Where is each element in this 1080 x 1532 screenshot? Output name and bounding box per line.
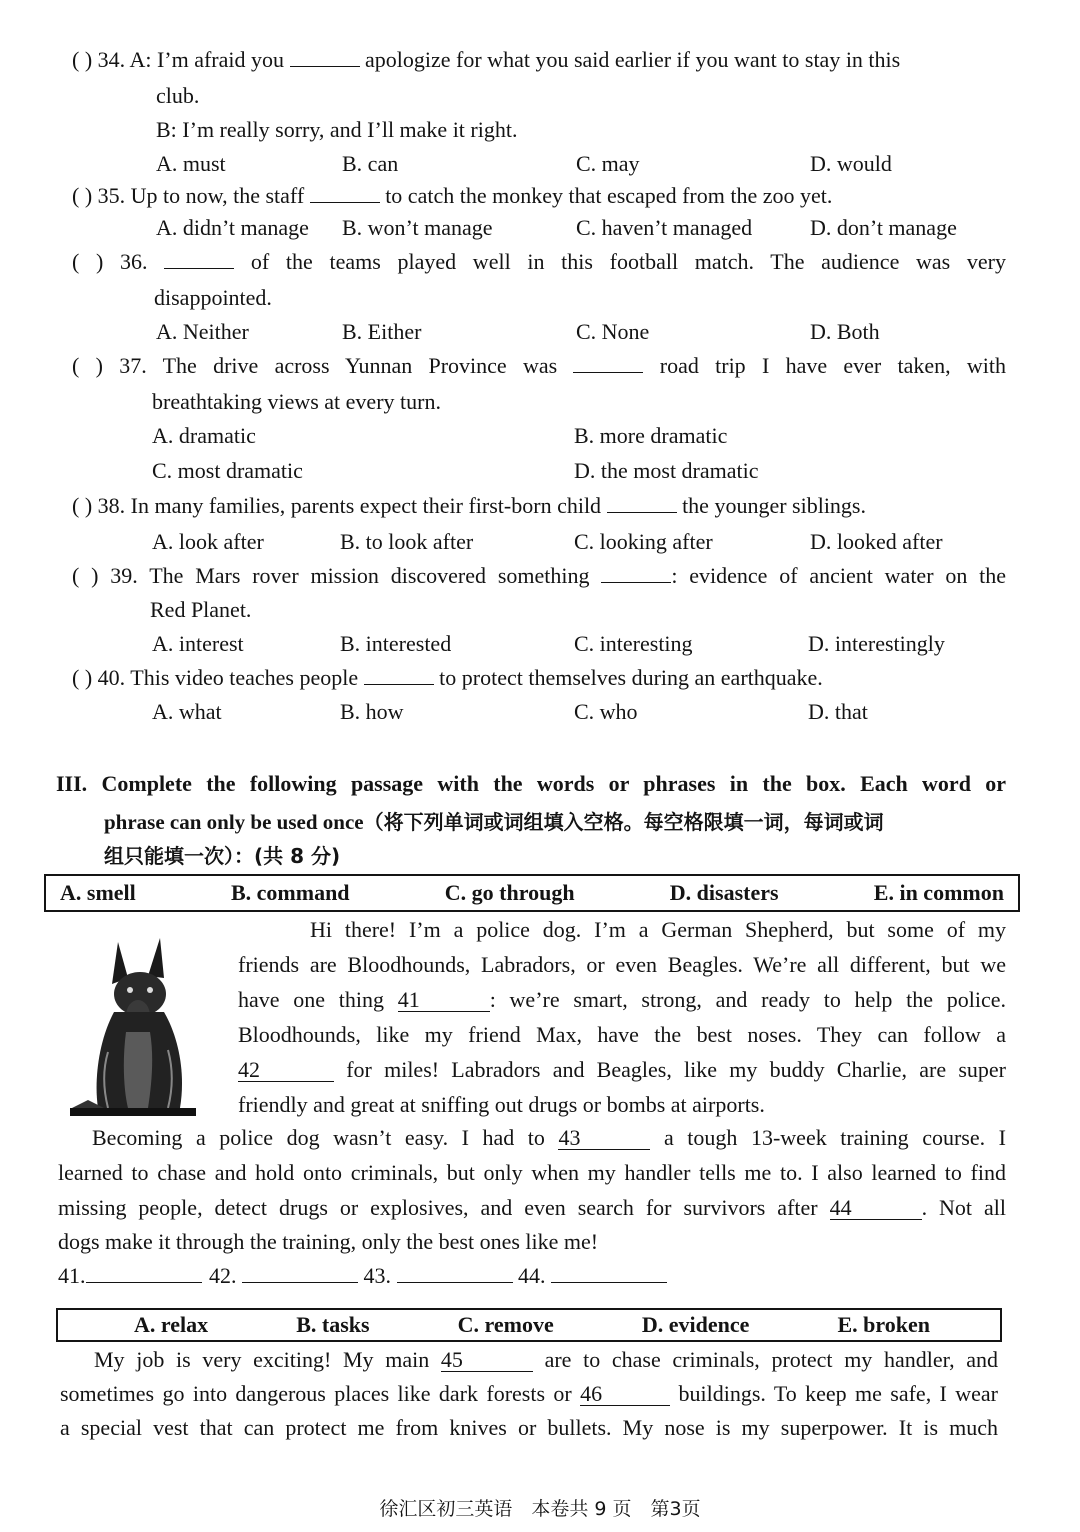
option-c[interactable]: C. most dramatic [152, 458, 303, 483]
passage-line: Hi there! I’m a police dog. I’m a German Shepherd, but some of my [310, 917, 1006, 942]
question-39 [72, 562, 1006, 590]
passage-text: Becoming a police dog wasn’t easy. I had to [92, 1125, 545, 1150]
question-34 [72, 46, 900, 74]
answer-blank[interactable] [607, 492, 677, 513]
option-c[interactable]: C. haven’t managed [576, 215, 753, 240]
option-d[interactable]: D. looked after [810, 529, 943, 554]
word-option: C. remove [457, 1312, 554, 1337]
option-a[interactable]: A. must [156, 151, 226, 176]
answer-label-43: 43. [363, 1263, 391, 1288]
answer-paren[interactable]: ( ) [72, 563, 99, 588]
option-b[interactable]: B. won’t manage [342, 215, 493, 240]
passage-line: friendly and great at sniffing out drugs or bombs at airports. [238, 1092, 765, 1117]
answer-line-41[interactable] [86, 1262, 202, 1283]
blank-46[interactable]: 46 [580, 1383, 670, 1406]
answer-line-43[interactable] [397, 1262, 513, 1283]
question-text: The drive across Yunnan Province was [162, 353, 558, 378]
option-b[interactable]: B. can [342, 151, 399, 176]
blank-43[interactable]: 43 [558, 1127, 650, 1150]
passage-text: are to chase criminals, protect my handler, and [544, 1347, 998, 1372]
word-option: D. disasters [669, 880, 779, 905]
question-text: to catch the monkey that escaped from the zoo yet. [385, 183, 833, 208]
section-heading-line3: 组只能填一次）：(共 8 分) [104, 844, 341, 868]
option-b[interactable]: B. more dramatic [574, 423, 728, 448]
question-35 [72, 182, 832, 210]
answer-paren[interactable]: ( ) [72, 47, 93, 72]
question-number: 35. [97, 183, 126, 208]
question-text: Up to now, the staff [130, 183, 305, 208]
question-number: 36. [120, 249, 148, 274]
option-d[interactable]: D. Both [810, 319, 880, 344]
answer-line-42[interactable] [242, 1262, 358, 1283]
passage-text: buildings. To keep me safe, I wear [678, 1381, 999, 1406]
option-d[interactable]: D. would [810, 151, 892, 176]
option-d[interactable]: D. interestingly [808, 631, 945, 656]
passage-text: My job is very exciting! My main [94, 1347, 430, 1372]
word-option: A. relax [134, 1312, 209, 1337]
question-36-cont: disappointed. [154, 285, 272, 310]
question-text: of the teams played well in this football match. The audience was very [250, 249, 1007, 274]
answer-blank[interactable] [290, 46, 360, 67]
option-b[interactable]: B. to look after [340, 529, 474, 554]
question-39-cont: Red Planet. [150, 597, 252, 622]
option-d[interactable]: D. that [808, 699, 868, 724]
answer-paren[interactable]: ( ) [72, 665, 93, 690]
passage-line: a special vest that can protect me from knives or bullets. My nose is my superpower. It is much [60, 1415, 998, 1440]
answer-label-42: 42. [209, 1263, 237, 1288]
answer-paren[interactable]: ( ) [72, 353, 103, 378]
question-text: In many families, parents expect their first-born child [130, 493, 602, 518]
option-a[interactable]: A. look after [152, 529, 264, 554]
word-option: E. broken [837, 1312, 930, 1337]
option-c[interactable]: C. None [576, 319, 650, 344]
blank-45[interactable]: 45 [441, 1349, 533, 1372]
question-number: 38. [97, 493, 126, 518]
option-b[interactable]: B. Either [342, 319, 422, 344]
question-34-reply: B: I’m really sorry, and I’ll make it right. [156, 117, 518, 142]
blank-44[interactable]: 44 [830, 1197, 922, 1220]
passage-line: friends are Bloodhounds, Labradors, or even Beagles. We’re all different, but we [238, 952, 1006, 977]
section-instruction-cn: （将下列单词或词组填入空格。每空格限填一词，每词或词 [363, 810, 884, 834]
passage-text: missing people, detect drugs or explosives, and even search for survivors after [58, 1195, 818, 1220]
answer-blank[interactable] [601, 562, 671, 583]
option-a[interactable]: A. what [152, 699, 222, 724]
question-number: 40. [97, 665, 126, 690]
option-b[interactable]: B. interested [340, 631, 452, 656]
passage-line [238, 986, 1006, 1014]
passage-text: : we’re smart, strong, and ready to help the police. [489, 987, 1006, 1012]
section-heading-line2 [104, 808, 1006, 836]
option-a[interactable]: A. dramatic [152, 423, 256, 448]
passage-text: sometimes go into dangerous places like dark forests or [60, 1381, 572, 1406]
section-instruction: phrase can only be used once [104, 810, 364, 834]
answer-label-44: 44. [518, 1263, 546, 1288]
question-text: A: I’m afraid you [129, 47, 285, 72]
question-text: to protect themselves during an earthquake. [439, 665, 823, 690]
answer-paren[interactable]: ( ) [72, 493, 93, 518]
question-text: road trip I have ever taken, with [659, 353, 1007, 378]
question-text: This video teaches people [130, 665, 359, 690]
section-numeral: III. [56, 771, 88, 796]
question-text: The Mars rover mission discovered something [149, 563, 590, 588]
question-36 [72, 248, 1006, 276]
word-option: E. in common [873, 880, 1004, 905]
passage-text: have one thing [238, 987, 384, 1012]
police-dog-image [68, 932, 198, 1118]
word-option: B. command [230, 880, 350, 905]
option-b[interactable]: B. how [340, 699, 404, 724]
option-c[interactable]: C. looking after [574, 529, 713, 554]
word-box-2 [56, 1308, 1002, 1342]
passage-line: dogs make it through the training, only the best ones like me! [58, 1229, 599, 1254]
page-footer: 徐汇区初三英语 本卷共 9 页 第3页 [379, 1498, 701, 1520]
question-number: 34. [97, 47, 126, 72]
answer-blank[interactable] [364, 664, 434, 685]
passage-line [58, 1194, 1006, 1222]
word-option: A. smell [60, 880, 136, 905]
blank-42[interactable]: 42 [238, 1059, 334, 1082]
answer-blank[interactable] [164, 248, 234, 269]
question-text: apologize for what you said earlier if you want to stay in this [365, 47, 901, 72]
passage-line [94, 1346, 998, 1374]
question-40 [72, 664, 823, 692]
question-37 [72, 352, 1006, 380]
question-number: 39. [110, 563, 138, 588]
section-heading [56, 770, 1006, 798]
blank-41[interactable]: 41 [398, 989, 490, 1012]
answer-line-44[interactable] [551, 1262, 667, 1283]
word-option: B. tasks [296, 1312, 370, 1337]
option-a[interactable]: A. Neither [156, 319, 249, 344]
option-a[interactable]: A. didn’t manage [156, 215, 309, 240]
option-d[interactable]: D. don’t manage [810, 215, 957, 240]
section-instruction: Complete the following passage with the words or phrases in the box. Each word or [101, 771, 1007, 796]
word-box-1 [44, 874, 1020, 912]
passage-line: learned to chase and hold onto criminals, but only when my handler tells me to. I also learned to find [58, 1160, 1006, 1185]
word-option: C. go through [444, 880, 575, 905]
option-a[interactable]: A. interest [152, 631, 244, 656]
answer-paren[interactable]: ( ) [72, 183, 93, 208]
question-38 [72, 492, 866, 520]
answer-row [58, 1262, 667, 1290]
question-text: the younger siblings. [682, 493, 866, 518]
passage-text: a tough 13-week training course. I [664, 1125, 1006, 1150]
question-number: 37. [119, 353, 147, 378]
option-c[interactable]: C. interesting [574, 631, 693, 656]
option-c[interactable]: C. who [574, 699, 638, 724]
passage-text: for miles! Labradors and Beagles, like my buddy Charlie, are super [346, 1057, 1006, 1082]
question-34-cont: club. [156, 83, 200, 108]
option-d[interactable]: D. the most dramatic [574, 458, 759, 483]
answer-blank[interactable] [310, 182, 380, 203]
answer-label-41: 41. [58, 1263, 86, 1288]
option-c[interactable]: C. may [576, 151, 640, 176]
passage-line [92, 1124, 1006, 1152]
answer-paren[interactable]: ( ) [72, 249, 104, 274]
passage-line [60, 1380, 998, 1408]
answer-blank[interactable] [573, 352, 643, 373]
passage-line: Bloodhounds, like my friend Max, have the best noses. They can follow a [238, 1022, 1006, 1047]
passage-line [238, 1056, 1006, 1084]
word-option: D. evidence [641, 1312, 750, 1337]
question-text: : evidence of ancient water on the [671, 563, 1007, 588]
passage-text: . Not all [921, 1195, 1006, 1220]
question-37-cont: breathtaking views at every turn. [152, 389, 441, 414]
